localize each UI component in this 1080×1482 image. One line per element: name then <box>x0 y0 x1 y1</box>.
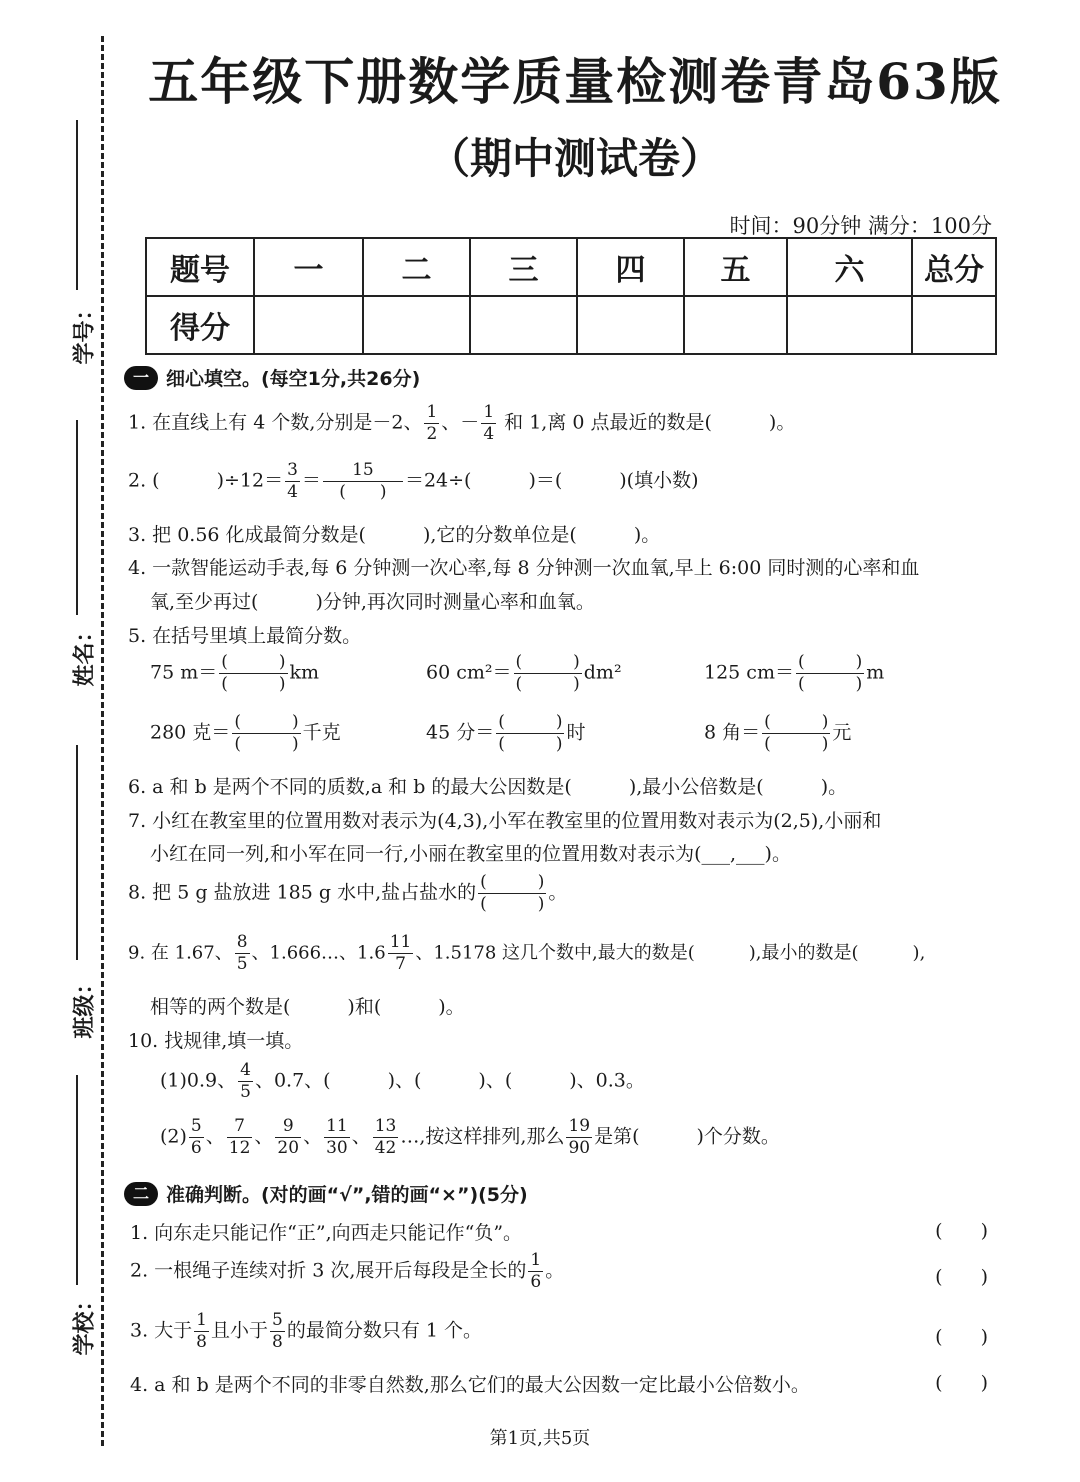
section-1-header <box>124 364 420 391</box>
question-1-4-line1: 4. 一款智能运动手表,每 6 分钟测一次心率,每 8 分钟测一次血氧,早上 6:00 同时测的心率和血 <box>128 557 920 579</box>
fraction: $\frac{3}{4}$ <box>287 460 298 502</box>
score-table-score-row <box>146 296 996 354</box>
score-input-cell[interactable] <box>254 296 363 354</box>
fraction: $\frac{19}{90}$ <box>568 1116 591 1158</box>
question-1-5: 5. 在括号里填上最简分数。 <box>128 625 362 647</box>
judge-answer-box[interactable]: ( ) <box>935 1220 988 1242</box>
table-cell: 题号 <box>146 238 254 296</box>
question-1-1 <box>128 404 795 443</box>
student-no-blank <box>76 120 78 290</box>
score-input-cell[interactable] <box>684 296 787 354</box>
fraction: $\frac{5}{6}$ <box>190 1116 202 1158</box>
fraction: $\frac{13}{42}$ <box>374 1116 397 1158</box>
table-cell: 六 <box>787 238 912 296</box>
binding-dashed-line <box>101 36 104 1446</box>
blank-fraction[interactable]: $\frac{( )}{( )}$ <box>797 652 863 694</box>
score-input-cell[interactable] <box>787 296 912 354</box>
score-table-header-row <box>146 238 996 296</box>
fraction: $\frac{7}{12}$ <box>228 1116 251 1158</box>
student-no-label: 学号： <box>72 298 98 365</box>
q-text: 1. 在直线上有 4 个数,分别是－2、 <box>128 411 423 434</box>
binding-class <box>50 745 98 1039</box>
fraction: $\frac{1}{8}$ <box>196 1310 207 1352</box>
page-title: 五年级下册数学质量检测卷青岛63版 <box>148 52 1002 111</box>
judge-answer-box[interactable]: ( ) <box>935 1326 988 1348</box>
judge-question-3: 3. 大于 $\frac{1}{8}$ 且小于 $\frac{5}{8}$ 的最简分数只有 1 个。 <box>130 1310 483 1352</box>
table-cell: 总分 <box>912 238 996 296</box>
question-1-7-line2: 小红在同一列,和小军在同一行,小丽在教室里的位置用数对表示为(___,___)。 <box>150 843 791 865</box>
page-footer: 第1页,共5页 <box>489 1428 591 1449</box>
table-cell: 三 <box>470 238 577 296</box>
score-input-cell[interactable] <box>577 296 684 354</box>
question-1-7-line1: 7. 小红在教室里的位置用数对表示为(4,3),小军在教室里的位置用数对表示为(2,5),小丽和 <box>128 810 882 832</box>
page-subtitle: （期中测试卷） <box>427 134 722 183</box>
section-1-badge: 一 <box>124 366 158 390</box>
name-label: 姓名： <box>72 620 98 687</box>
q-text: 2. ( )÷12＝ <box>128 469 284 492</box>
q-text: ＝24÷( )＝( )(填小数) <box>404 469 699 492</box>
judge-answer-box[interactable]: ( ) <box>935 1266 988 1288</box>
section-2-badge: 二 <box>124 1182 158 1206</box>
blank-fraction[interactable]: $\frac{( )}{( )}$ <box>498 712 563 754</box>
table-cell: 四 <box>577 238 684 296</box>
blank-fraction[interactable]: $\frac{( )}{( )}$ <box>764 712 829 754</box>
binding-student-no <box>50 120 98 365</box>
q5-item: 45 分＝ $\frac{( )}{( )}$ 时 <box>426 712 586 754</box>
fraction: $\frac{1}{6}$ <box>530 1250 542 1292</box>
fraction: $\frac{1}{4}$ <box>483 402 495 444</box>
school-blank <box>76 1075 78 1285</box>
blank-fraction[interactable]: $\frac{( )}{( )}$ <box>221 652 286 694</box>
section-2-header <box>124 1180 528 1207</box>
q5-item: 75 m＝ $\frac{( )}{( )}$ km <box>150 652 320 694</box>
q5-item: 125 cm＝ $\frac{( )}{( )}$ m <box>704 652 885 694</box>
class-label: 班级： <box>72 972 98 1039</box>
table-cell: 一 <box>254 238 363 296</box>
question-1-4-line2: 氧,至少再过( )分钟,再次同时测量心率和血氧。 <box>150 591 595 613</box>
blank-fraction[interactable]: $\frac{( )}{( )}$ <box>515 652 580 694</box>
judge-question-1: 1. 向东走只能记作“正”,向西走只能记作“负”。 <box>130 1222 523 1244</box>
school-label: 学校： <box>72 1289 98 1356</box>
judge-question-4: 4. a 和 b 是两个不同的非零自然数,那么它们的最大公因数一定比最小公倍数小。 <box>130 1374 810 1396</box>
judge-answer-box[interactable]: ( ) <box>935 1372 988 1394</box>
blank-fraction[interactable]: $\frac{( )}{( )}$ <box>480 872 545 914</box>
question-1-9-line2: 相等的两个数是( )和( )。 <box>150 996 465 1018</box>
score-table <box>145 237 997 355</box>
section-1-title: 细心填空。(每空1分,共26分) <box>166 368 421 390</box>
question-1-10-2: (2) $\frac{5}{6}$ 、 $\frac{7}{12}$ 、 $\frac{9}{20}$ 、 $\frac{11}{30}$ 、 $\frac{13}{42}$ …,按这样排列,那么 $\frac{19}{90}$ 是第( )个分数。 <box>160 1116 780 1158</box>
q5-item: 60 cm²＝ $\frac{( )}{( )}$ dm² <box>426 652 622 694</box>
fraction: $\frac{15}{( )}$ <box>323 462 403 501</box>
question-1-6: 6. a 和 b 是两个不同的质数,a 和 b 的最大公因数是( ),最小公倍数是( )。 <box>128 776 848 798</box>
q-text: 、－ <box>441 411 480 434</box>
fraction: $\frac{8}{5}$ <box>236 932 248 974</box>
fraction: $\frac{4}{5}$ <box>240 1060 251 1102</box>
judge-question-2: 2. 一根绳子连续对折 3 次,展开后每段是全长的 $\frac{1}{6}$ 。 <box>130 1250 565 1292</box>
q-text: ＝ <box>301 469 321 492</box>
fraction: $\frac{11}{7}$ <box>389 932 412 974</box>
score-input-cell[interactable] <box>470 296 577 354</box>
binding-name <box>50 420 98 690</box>
question-1-2 <box>128 462 699 501</box>
blank-fraction[interactable]: $\frac{( )}{( )}$ <box>234 712 299 754</box>
table-cell: 五 <box>684 238 787 296</box>
name-blank <box>76 420 78 615</box>
question-1-10-1: (1)0.9、 $\frac{4}{5}$ 、0.7、( )、( )、( )、0.3。 <box>160 1060 645 1102</box>
q5-item: 8 角＝ $\frac{( )}{( )}$ 元 <box>704 712 852 754</box>
class-blank <box>76 745 78 960</box>
q5-item: 280 克＝ $\frac{( )}{( )}$ 千克 <box>150 712 341 754</box>
table-cell: 得分 <box>146 296 254 354</box>
question-1-9: 9. 在 1.67、 $\frac{8}{5}$ 、1.666…、1.6 $\frac{11}{7}$ 、1.5178 这几个数中,最大的数是( ),最小的数是( ), <box>128 932 926 974</box>
score-input-cell[interactable] <box>363 296 470 354</box>
fraction: $\frac{1}{2}$ <box>426 402 438 444</box>
question-1-10: 10. 找规律,填一填。 <box>128 1030 304 1052</box>
question-1-8: 8. 把 5 g 盐放进 185 g 水中,盐占盐水的 $\frac{( )}{( )}$ 。 <box>128 872 568 914</box>
time-info: 时间：90分钟 满分：100分 <box>729 214 992 238</box>
table-cell: 二 <box>363 238 470 296</box>
q-text: 和 1,离 0 点最近的数是( )。 <box>498 411 796 434</box>
section-2-title: 准确判断。(对的画“√”,错的画“×”)(5分) <box>166 1184 528 1206</box>
fraction: $\frac{5}{8}$ <box>272 1310 283 1352</box>
binding-school <box>50 1075 98 1356</box>
question-1-3: 3. 把 0.56 化成最简分数是( ),它的分数单位是( )。 <box>128 524 661 546</box>
fraction: $\frac{11}{30}$ <box>326 1116 348 1158</box>
fraction: $\frac{9}{20}$ <box>277 1116 300 1158</box>
score-input-cell[interactable] <box>912 296 996 354</box>
